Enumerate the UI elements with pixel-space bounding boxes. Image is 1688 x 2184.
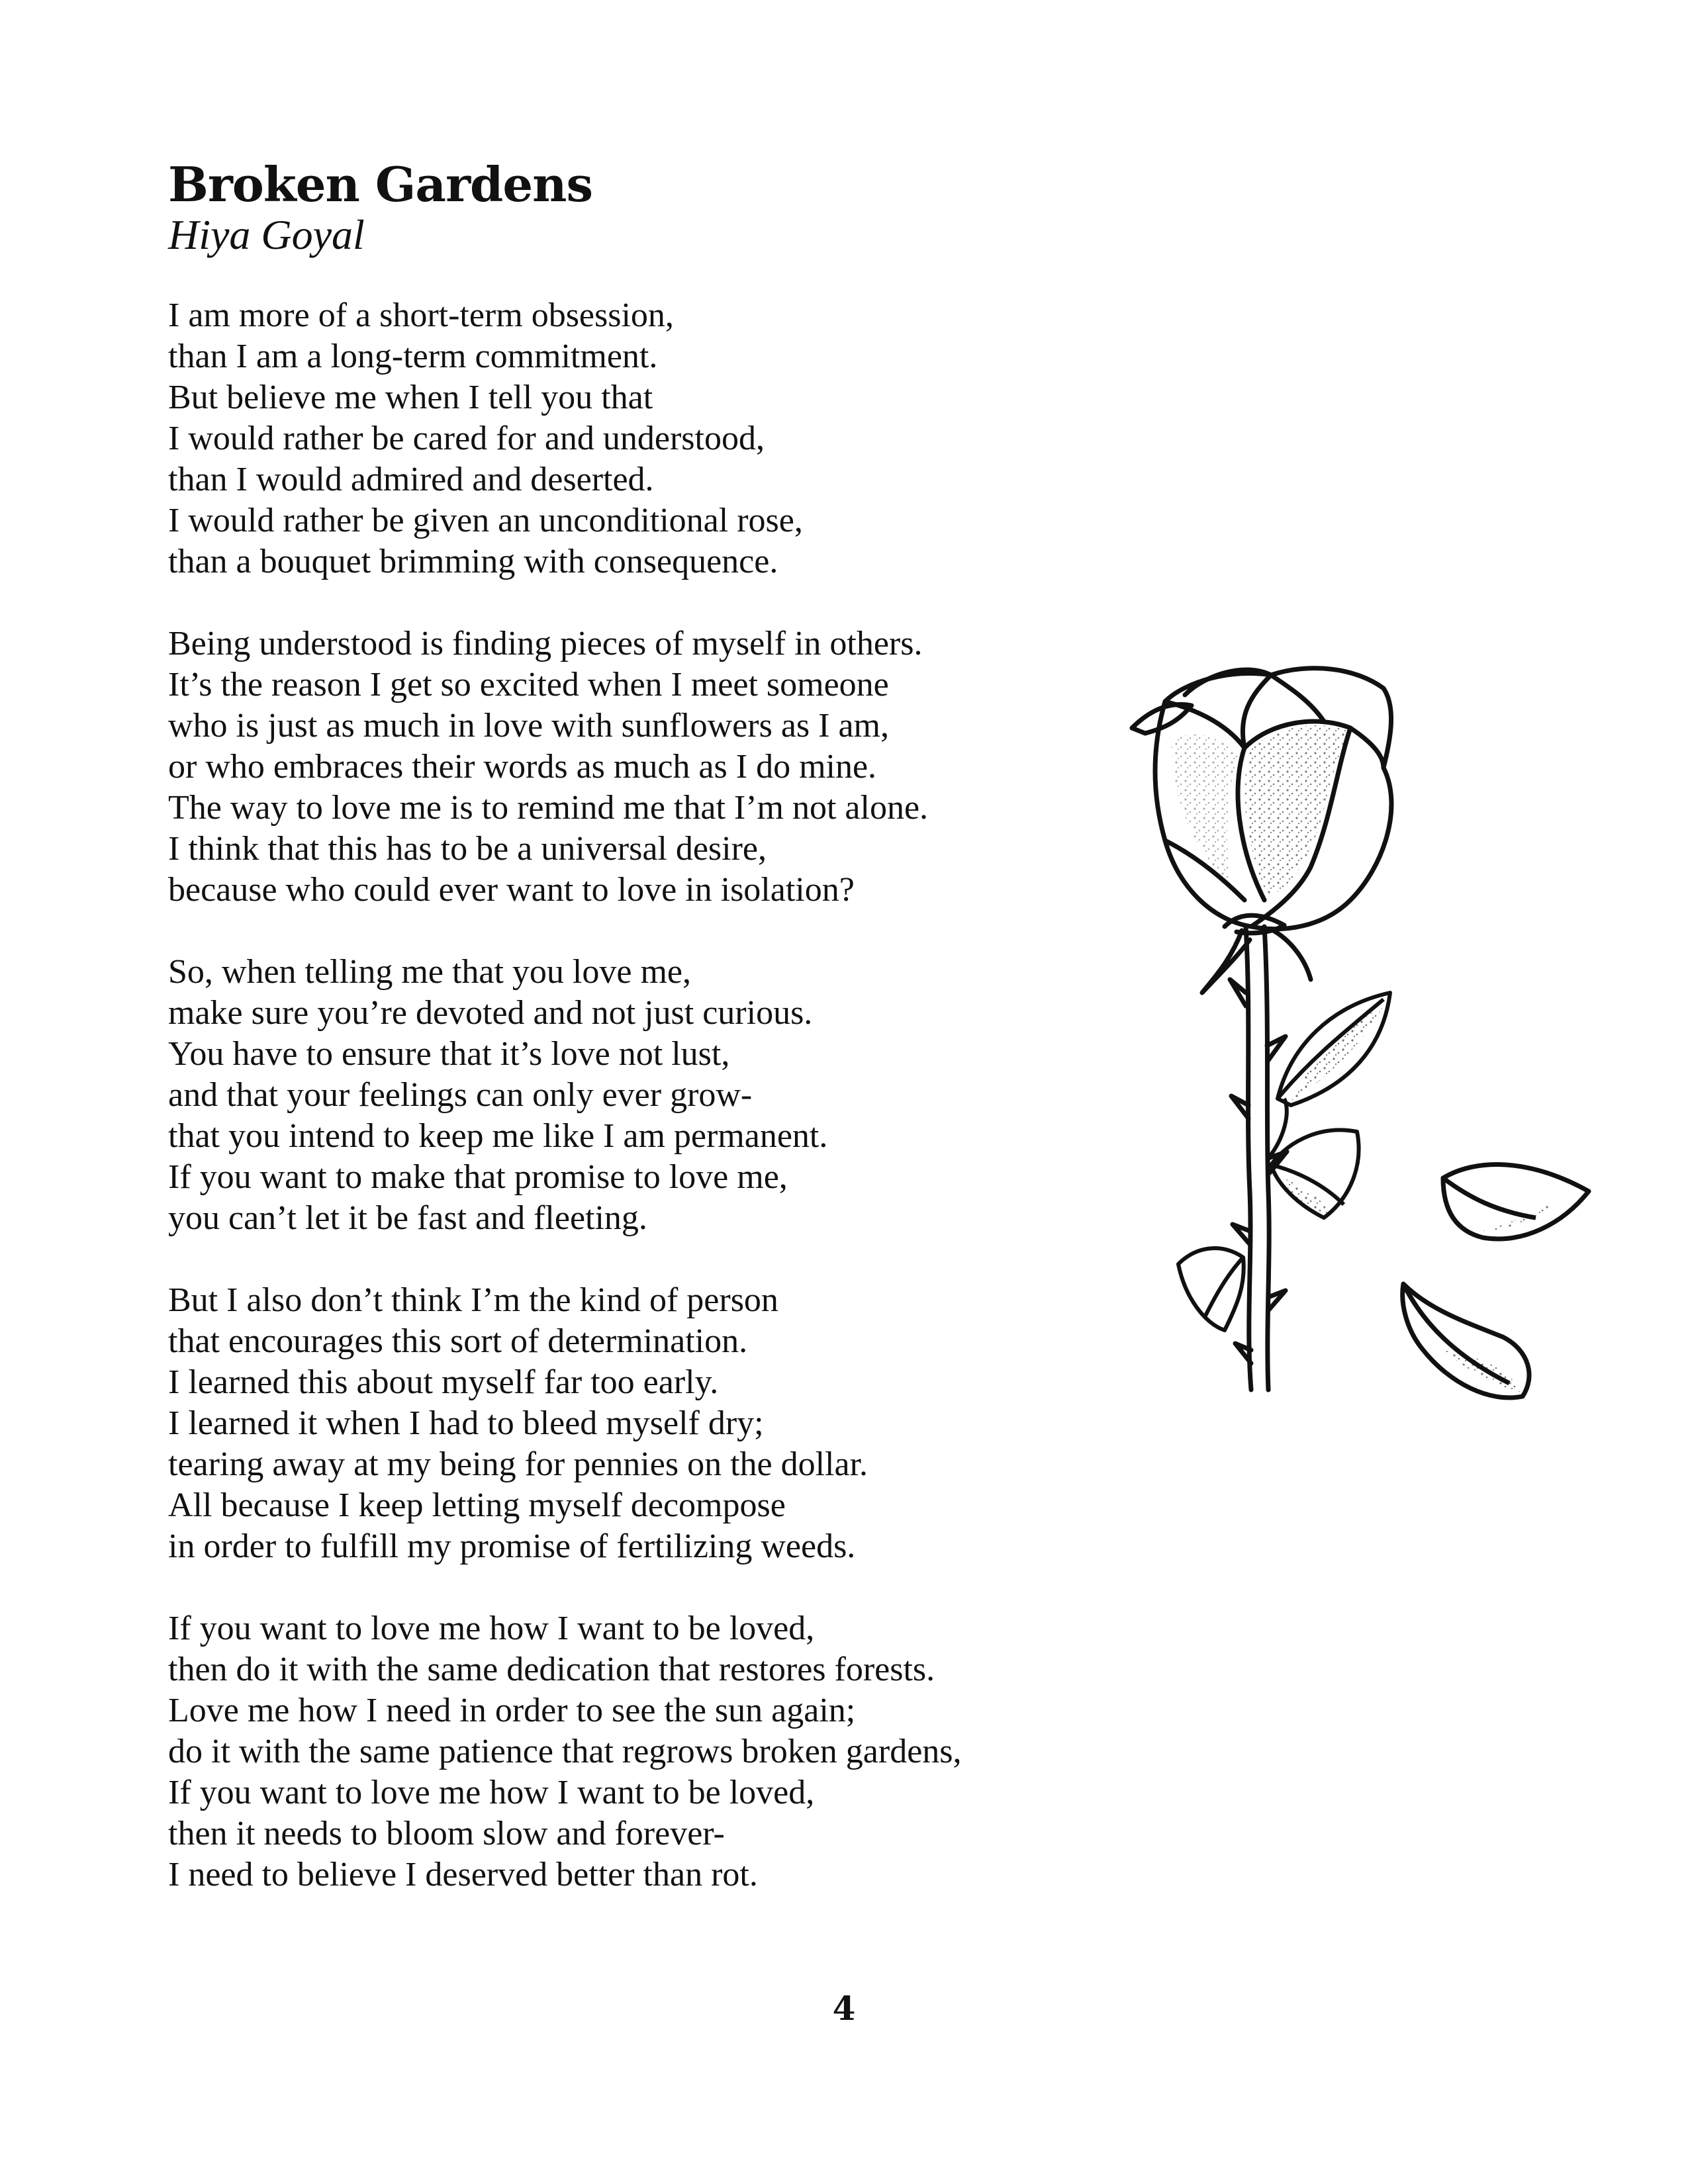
rose-leaf: [1178, 1248, 1244, 1330]
poem-line: I need to believe I deserved better than rot.: [168, 1856, 758, 1893]
poem-header: [168, 158, 592, 258]
poem-line: do it with the same patience that regrows broken gardens,: [168, 1733, 962, 1770]
fallen-petal: [1443, 1165, 1589, 1239]
poem-author: Hiya Goyal: [168, 211, 365, 258]
stanza-3: [168, 952, 1095, 1239]
poem-line: I would rather be cared for and understood,: [168, 420, 765, 457]
stanza-5: [168, 1608, 1095, 1895]
poem-line: So, when telling me that you love me,: [168, 953, 691, 991]
poem-line: It’s the reason I get so excited when I meet someone: [168, 666, 889, 704]
poem-line: I am more of a short-term obsession,: [168, 296, 674, 334]
poem-line: that encourages this sort of determination.: [168, 1322, 748, 1360]
stanza-2: [168, 623, 1095, 911]
poem-line: You have to ensure that it’s love not lust,: [168, 1035, 730, 1073]
poem-line: in order to fulfill my promise of fertilizing weeds.: [168, 1527, 856, 1565]
poem-line: tearing away at my being for pennies on the dollar.: [168, 1445, 868, 1483]
poem-line: then it needs to bloom slow and forever-: [168, 1815, 725, 1852]
poem-line: than I am a long-term commitment.: [168, 338, 658, 375]
poem-line: because who could ever want to love in isolation?: [168, 871, 855, 909]
poem-line: If you want to love me how I want to be loved,: [168, 1610, 815, 1647]
poem-line: Being understood is finding pieces of myself in others.: [168, 625, 923, 662]
page-number: 4: [832, 1989, 856, 2028]
poem-line: who is just as much in love with sunflowers as I am,: [168, 707, 889, 745]
poem-title: Broken Gardens: [168, 156, 593, 212]
poem-line: make sure you’re devoted and not just curious.: [168, 994, 813, 1032]
stanza-4: [168, 1280, 1095, 1567]
poem-line: Love me how I need in order to see the sun again;: [168, 1692, 856, 1729]
poem-line: If you want to love me how I want to be loved,: [168, 1774, 815, 1811]
poem-line: But believe me when I tell you that: [168, 379, 653, 416]
poem-line: If you want to make that promise to love me,: [168, 1158, 788, 1196]
poem-line: I think that this has to be a universal desire,: [168, 830, 767, 868]
poem-line: The way to love me is to remind me that I’m not alone.: [168, 789, 929, 827]
poem-line: I learned this about myself far too early.: [168, 1363, 719, 1401]
poem-line: you can’t let it be fast and fleeting.: [168, 1199, 647, 1237]
stanza-1: [168, 295, 1095, 582]
poem-line: than I would admired and deserted.: [168, 461, 654, 498]
rose-illustration-icon: [1072, 649, 1615, 1482]
poem-line: then do it with the same dedication that restores forests.: [168, 1651, 935, 1688]
poem-line: I would rather be given an unconditional rose,: [168, 502, 803, 539]
poem-line: I learned it when I had to bleed myself dry;: [168, 1404, 764, 1442]
poem-line: than a bouquet brimming with consequence.: [168, 543, 778, 580]
poem-line: and that your feelings can only ever grow-: [168, 1076, 753, 1114]
poem-line: that you intend to keep me like I am permanent.: [168, 1117, 828, 1155]
poem-line: But I also don’t think I’m the kind of person: [168, 1281, 778, 1319]
rose-stem: [1246, 927, 1251, 1390]
poem-line: or who embraces their words as much as I do mine.: [168, 748, 877, 786]
poem-body: [168, 295, 1095, 1936]
poem-line: All because I keep letting myself decompose: [168, 1486, 786, 1524]
